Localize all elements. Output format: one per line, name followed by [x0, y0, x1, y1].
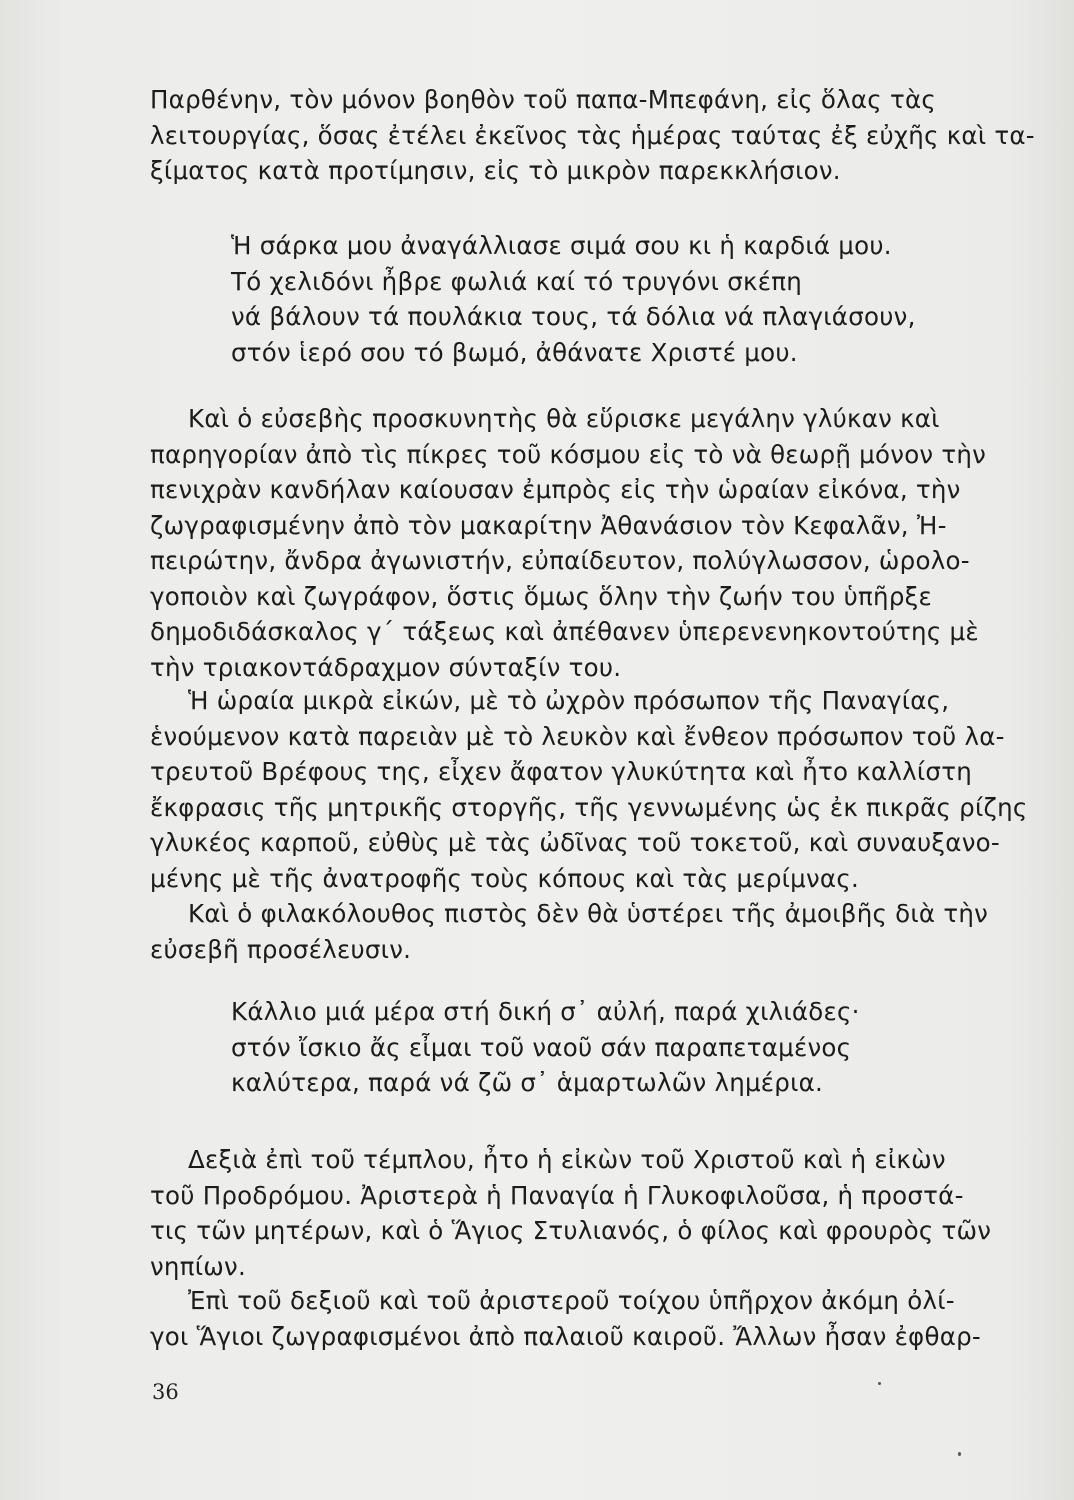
text-line: παρηγορίαν ἀπὸ τὶς πίκρες τοῦ κόσμου εἰς τὸ νὰ θεωρῇ μόνον τὴν: [150, 439, 987, 469]
text-line: δημοδιδάσκαλος γ΄ τάξεως καὶ ἀπέθανεν ὑπερενενηκοντούτης μὲ: [150, 617, 979, 646]
paragraph-1: [150, 82, 1035, 189]
scan-speck: [878, 1382, 881, 1385]
paragraph-3: [150, 683, 1028, 896]
text-line: γλυκέος καρποῦ, εὐθὺς μὲ τὰς ὠδῖνας τοῦ τοκετοῦ, καὶ συναυξανο-: [150, 828, 1000, 857]
text-line: γοποιὸν καὶ ζωγράφον, ὅστις ὅμως ὅλην τὴν ζωήν του ὑπῆρξε: [150, 581, 933, 611]
text-line: Καὶ ὁ εὐσεβὴς προσκυνητὴς θὰ εὕρισκε μεγάλην γλύκαν καὶ: [188, 404, 940, 433]
text-line: εὐσεβῆ προσέλευσιν.: [150, 934, 412, 964]
text-line: τρευτοῦ Βρέφους της, εἶχεν ἄφατον γλυκύτητα καὶ ἦτο καλλίστη: [150, 757, 972, 786]
verse-line: στόν ἴσκιο ἄς εἶμαι τοῦ ναοῦ σάν παραπεταμένος: [231, 1032, 852, 1062]
text-line: τὴν τριακοντάδραχμον σύνταξίν του.: [150, 652, 622, 682]
text-line: ζωγραφισμένην ἀπὸ τὸν μακαρίτην Ἀθανάσιον τὸν Κεφαλᾶν, Ἠ-: [150, 510, 947, 540]
text-line: ἑνούμενον κατὰ παρειὰν μὲ τὸ λευκὸν καὶ ἔνθεον πρόσωπον τοῦ λα-: [150, 721, 1005, 751]
paragraph-5: [150, 1142, 992, 1284]
verse-line: στόν ἱερό σου τό βωμό, ἀθάνατε Χριστέ μου.: [231, 337, 798, 367]
text-line: Παρθένην, τὸν μόνον βοηθὸν τοῦ παπα-Μπεφάνη, εἰς ὅλας τὰς: [150, 85, 936, 114]
text-line: τις τῶν μητέρων, καὶ ὁ Ἅγιος Στυλιανός, ὁ φίλος καὶ φρουρὸς τῶν: [150, 1216, 992, 1245]
text-line: μένης μὲ τῆς ἀνατροφῆς τοὺς κόπους καὶ τὰς μερίμνας.: [150, 863, 860, 893]
verse-line: καλύτερα, παρά νά ζῶ σ᾽ ἁμαρτωλῶν λημέρια.: [231, 1068, 824, 1097]
paragraph-6: [150, 1283, 992, 1354]
text-line: ξίματος κατὰ προτίμησιν, εἰς τὸ μικρὸν παρεκκλήσιον.: [150, 156, 841, 185]
text-line: πειρώτην, ἄνδρα ἀγωνιστήν, εὐπαίδευτον, πολύγλωσσον, ὡρολο-: [150, 546, 970, 575]
text-line: πενιχρὰν κανδήλαν καίουσαν ἐμπρὸς εἰς τὴν ὡραίαν εἰκόνα, τὴν: [150, 475, 961, 504]
verse-1: [231, 228, 916, 370]
verse-line: Ἡ σάρκα μου ἀναγάλλιασε σιμά σου κι ἡ καρδιά μου.: [231, 231, 892, 260]
text-line: νηπίων.: [150, 1251, 246, 1281]
verse-line: Τό χελιδόνι ἦβρε φωλιά καί τό τρυγόνι σκέπη: [231, 266, 802, 296]
text-line: λειτουργίας, ὅσας ἐτέλει ἐκεῖνος τὰς ἡμέρας ταύτας ἐξ εὐχῆς καὶ τα-: [150, 120, 1035, 150]
verse-line: νά βάλουν τά πουλάκια τους, τά δόλια νά πλαγιάσουν,: [231, 302, 916, 331]
text-line: Ἡ ὡραία μικρὰ εἰκών, μὲ τὸ ὠχρὸν πρόσωπον τῆς Παναγίας,: [188, 686, 950, 715]
scan-speck: [958, 1452, 961, 1456]
text-line: γοι Ἅγιοι ζωγραφισμένοι ἀπὸ παλαιοῦ καιροῦ. Ἄλλων ἦσαν ἐφθαρ-: [150, 1321, 981, 1351]
text-line: τοῦ Προδρόμου. Ἀριστερὰ ἡ Παναγία ἡ Γλυκοφιλοῦσα, ἡ προστά-: [150, 1180, 964, 1210]
text-line: Ἐπὶ τοῦ δεξιοῦ καὶ τοῦ ἀριστεροῦ τοίχου ὑπῆρχον ἀκόμη ὀλί-: [188, 1286, 955, 1315]
text-line: Δεξιὰ ἐπὶ τοῦ τέμπλου, ἦτο ἡ εἰκὼν τοῦ Χριστοῦ καὶ ἡ εἰκὼν: [188, 1145, 946, 1174]
text-line: Καὶ ὁ φιλακόλουθος πιστὸς δὲν θὰ ὑστέρει τῆς ἀμοιβῆς διὰ τὴν: [188, 899, 989, 928]
page-number: 36: [152, 1380, 179, 1404]
paragraph-4: [150, 896, 992, 967]
verse-2: [231, 994, 860, 1101]
verse-line: Κάλλιο μιά μέρα στή δική σ᾽ αὐλή, παρά χιλιάδες·: [231, 997, 860, 1026]
text-line: ἔκφρασις τῆς μητρικῆς στοργῆς, τῆς γεννωμένης ὡς ἐκ πικρᾶς ρίζης: [150, 792, 1028, 822]
paragraph-2: [150, 401, 992, 685]
